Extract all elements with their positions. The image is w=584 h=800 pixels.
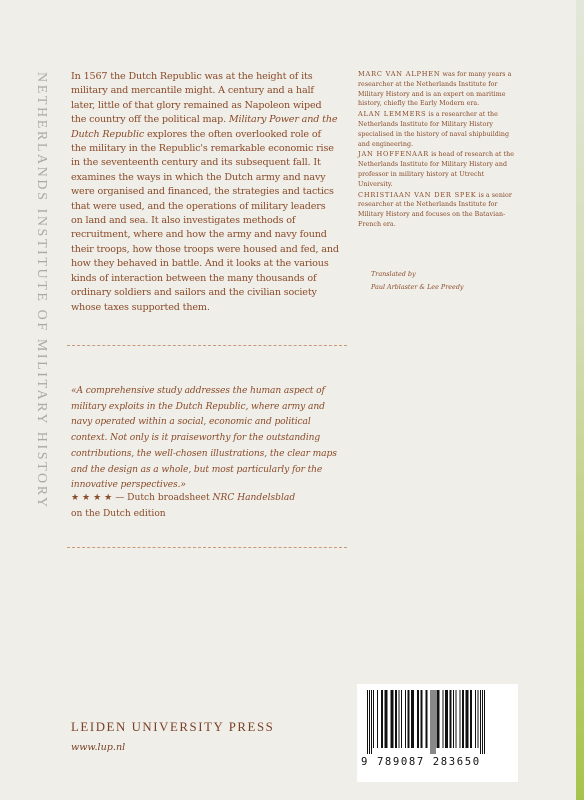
review-stars: ★ ★ ★ ★ (71, 493, 113, 503)
barcode-bar (367, 690, 368, 754)
barcode-bar (417, 690, 419, 748)
barcode-bar (480, 690, 481, 754)
author-description: is a senior researcher at the Netherlands Institute for Military History and focuses on the Batavian-French era. (358, 191, 512, 228)
barcode-bar (431, 690, 432, 754)
review-newspaper: NRC Handelsblad (212, 493, 296, 503)
barcode-bar (456, 690, 457, 748)
barcode-bar (411, 690, 414, 748)
translated-label: Translated by (371, 270, 416, 278)
isbn-barcode (357, 684, 518, 782)
author-name: CHRISTIAAN VAN DER SPEK (358, 190, 477, 199)
author-bio (358, 150, 518, 189)
barcode-bar (478, 690, 479, 748)
translator-names: Paul Arblaster & Lee Preedy (371, 283, 464, 291)
barcode-bar (395, 690, 397, 748)
barcode-bar (426, 690, 428, 748)
author-description: is a researcher at the Netherlands Institute for Military History specialised in the history of naval shipbuilding and engineering. (358, 111, 510, 148)
author-bio (358, 191, 518, 230)
barcode-bar (399, 690, 400, 748)
publisher-url[interactable]: www.lup.nl (71, 742, 126, 753)
divider-bottom (67, 547, 347, 548)
author-name: MARC VAN ALPHEN (358, 70, 441, 78)
description-part-2: explores the often overlooked role of the military in the Republic's remarkable economic rise in the seventeenth century and its subsequent fall. It examines the ways in which the Dutch army and navy were organised and financed, the strategies and tactics that were used, and the operations of military leaders on land and sea. It also investigates methods of recruitment, where and how the army and navy found their troops, how those troops were housed and fed, and how they behaved in battle. And it looks at the various kinds of interaction between the many thousands of ordinary soldiers and sailors and the civilian society whose taxes supported them. (71, 128, 339, 313)
barcode-bar (484, 690, 485, 754)
review-quote: «A comprehensive study addresses the human aspect of military exploits in the Dutch Republic, where army and navy operated within a social, economic and political context. Not only is it praiseworthy for the outstanding contributions, the well-chosen illustrations, the clear maps and the design as a whole, but most particularly for the innovative perspectives.» (71, 386, 337, 491)
barcode-bar (450, 690, 452, 748)
barcode-bar (475, 690, 476, 748)
barcode-bar (466, 690, 469, 748)
barcode-bar (377, 690, 378, 748)
barcode-bar (373, 690, 374, 748)
barcode-bar (443, 690, 444, 748)
barcode-bar (445, 690, 448, 748)
publisher-name: LEIDEN UNIVERSITY PRESS (71, 720, 275, 734)
barcode-bar (421, 690, 423, 748)
author-name: JAN HOFFENAAR (358, 150, 430, 159)
barcode-bar (437, 690, 440, 748)
barcode-bar (401, 690, 402, 748)
translator-credit (371, 268, 521, 294)
review-attribution (71, 490, 341, 506)
barcode-bar (460, 690, 461, 748)
barcode-bar (470, 690, 472, 748)
barcode-bar (405, 690, 406, 748)
barcode-bar (371, 690, 372, 754)
barcode-bar (408, 690, 410, 748)
author-description: was for many years a researcher at the Netherlands Institute for Military History and is an expert on maritime history, chiefly the Early Modern era. (358, 71, 512, 108)
book-title: Military Power and the Dutch Republic (71, 114, 338, 140)
description-part-1: In 1567 the Dutch Republic was at the height of its military and mercantile might. A century and a half later, little of that glory remained as Napoleon wiped the country off the political map. (71, 71, 322, 126)
barcode-bar (453, 690, 454, 748)
barcode-bar (385, 690, 388, 748)
author-bio (358, 70, 518, 109)
barcode-bar (433, 690, 434, 754)
divider-top (67, 345, 347, 346)
barcode-bar (391, 690, 394, 748)
barcode-bar (381, 690, 383, 748)
barcode-bar (462, 690, 464, 748)
review-edition: on the Dutch edition (71, 509, 166, 519)
review-dash: — Dutch broadsheet (112, 493, 213, 503)
barcode-bar (435, 690, 436, 754)
isbn-number: 9 789087 283650 (361, 756, 481, 768)
author-name: ALAN LEMMERS (358, 110, 427, 119)
author-bios (358, 70, 518, 231)
author-bio (358, 110, 518, 149)
review-source (71, 490, 341, 522)
barcode-bar (369, 690, 370, 754)
spine-institute-name: NETHERLANDS INSTITUTE OF MILITARY HISTORY (34, 72, 49, 510)
author-description: is head of research at the Netherlands Institute for Military History and professor in military history at Utrecht University. (358, 151, 514, 188)
green-edge-stripe (576, 0, 584, 800)
barcode-bar (482, 690, 483, 754)
book-description (71, 70, 339, 315)
